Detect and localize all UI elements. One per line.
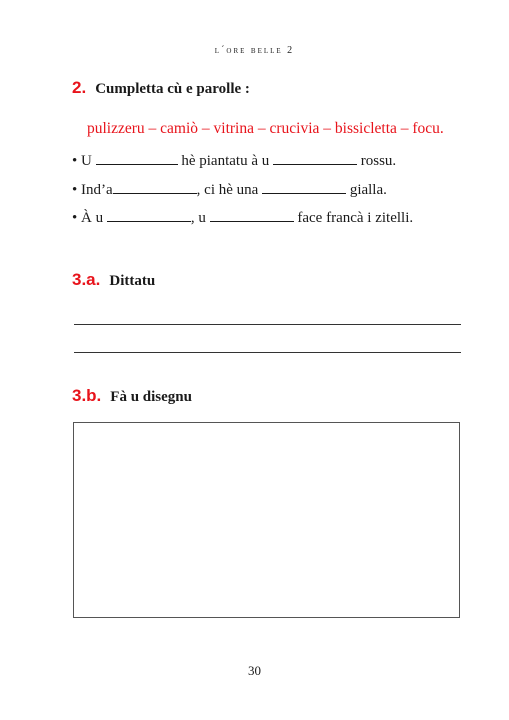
line-text: rossu. xyxy=(360,153,397,169)
word-bank: pulizzeru – camiò – vitrina – crucivia – bissicletta – focu. xyxy=(87,120,444,137)
line-text: gialla. xyxy=(349,182,387,198)
exercise-2-title: Cumpletta cù e parolle : xyxy=(95,81,250,97)
bullet: • xyxy=(72,182,78,198)
fill-in-line-3 xyxy=(72,210,413,227)
answer-blank[interactable] xyxy=(273,153,357,165)
exercise-3a-number: 3.a. xyxy=(72,270,101,289)
exercise-3b-number: 3.b. xyxy=(72,386,102,405)
exercise-3b-heading xyxy=(72,386,192,406)
line-text: Ind’a xyxy=(81,182,113,198)
line-text: , ci hè una xyxy=(196,182,259,198)
fill-in-line-2 xyxy=(72,182,387,199)
line-text: hè piantatu à u xyxy=(181,153,270,169)
page-number: 30 xyxy=(248,663,261,678)
exercise-2-number: 2. xyxy=(72,78,87,97)
exercise-3b-title: Fà u disegnu xyxy=(110,389,192,405)
dictation-line[interactable] xyxy=(74,324,461,325)
dictation-line[interactable] xyxy=(74,352,461,353)
answer-blank[interactable] xyxy=(262,182,346,194)
fill-in-line-1 xyxy=(72,153,396,170)
exercise-2-heading xyxy=(72,78,250,98)
exercise-3a-title: Dittatu xyxy=(109,273,156,289)
answer-blank[interactable] xyxy=(113,182,197,194)
line-text: face francà i zitelli. xyxy=(297,210,414,226)
exercise-3a-heading xyxy=(72,270,155,290)
answer-blank[interactable] xyxy=(210,210,294,222)
line-text: U xyxy=(81,153,92,169)
bullet: • xyxy=(72,153,78,169)
answer-blank[interactable] xyxy=(96,153,178,165)
answer-blank[interactable] xyxy=(107,210,191,222)
line-text: , u xyxy=(190,210,206,226)
bullet: • xyxy=(72,210,78,226)
drawing-box[interactable] xyxy=(73,422,460,618)
line-text: À u xyxy=(81,210,104,226)
running-head: l´ore belle 2 xyxy=(214,45,295,56)
